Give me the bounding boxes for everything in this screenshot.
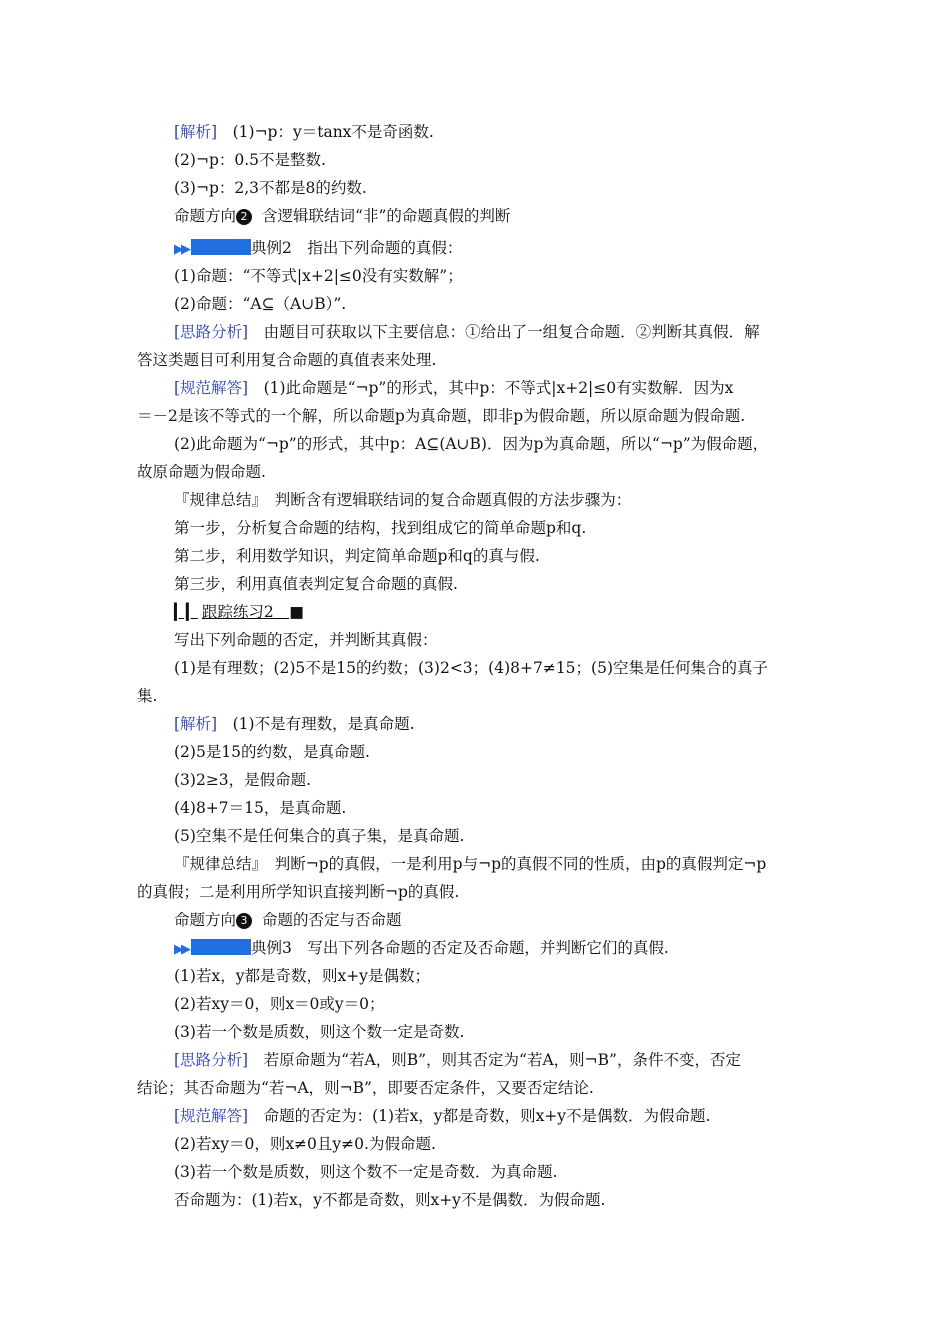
answer-tag: [规范解答] xyxy=(174,379,249,397)
paragraph-line: (4)8+7＝15，是真命题. xyxy=(174,799,347,817)
summary-line: 『规律总结』 判断¬p的真假，一是利用p与¬p的真假不同的性质，由p的真假判定¬p xyxy=(174,855,767,873)
double-arrow-icon: ▶▶ xyxy=(174,242,188,257)
section-heading: 命题方向 2 含逻辑联结词“非”的命题真假的判断 xyxy=(174,207,511,225)
paragraph-line: (3)若一个数是质数，则这个数一定是奇数. xyxy=(174,1023,465,1041)
paragraph-line: (2)若xy＝0，则x＝0或y＝0； xyxy=(174,995,385,1013)
solution-tag: [解析] xyxy=(174,123,218,141)
example-heading: ▶▶ 典例3 写出下列各命题的否定及否命题，并判断它们的真假. xyxy=(174,939,669,957)
paragraph-line: (2)¬p：0.5不是整数. xyxy=(174,151,326,169)
analysis-tag: [思路分析] xyxy=(174,1051,249,1069)
answer-tag: [规范解答] xyxy=(174,1107,249,1125)
number-circle-icon: 3 xyxy=(236,913,252,929)
paragraph-line: (3)2≥3，是假命题. xyxy=(174,771,312,789)
paragraph-line: (2)命题：“A⊆（A∪B）”. xyxy=(174,295,347,313)
paragraph-line: [思路分析] 若原命题为“若A，则B”，则其否定为“若A，则¬B”，条件不变，否定 xyxy=(174,1051,741,1069)
paragraph-line: 的真假；二是利用所学知识直接判断¬p的真假. xyxy=(137,883,460,901)
paragraph-line: (2)若xy＝0，则x≠0且y≠0.为假命题. xyxy=(174,1135,436,1153)
paragraph-line: 第三步，利用真值表判定复合命题的真假. xyxy=(174,575,458,593)
example-heading: ▶▶ 典例2 指出下列命题的真假： xyxy=(174,239,463,257)
paragraph-line: 写出下列命题的否定，并判断其真假： xyxy=(174,631,438,649)
paragraph-line: (2)5是15的约数，是真命题. xyxy=(174,743,370,761)
paragraph-line: (2)此命题为“¬p”的形式，其中p：A⊆(A∪B)．因为p为真命题，所以“¬p”为假命题， xyxy=(174,435,769,453)
analysis-tag: [思路分析] xyxy=(174,323,249,341)
paragraph-line: [解析] (1)¬p：y＝tanx不是奇函数. xyxy=(174,123,434,141)
practice-heading: ▎▎ 跟踪练习2 ■ xyxy=(174,603,304,621)
paragraph-line: ＝－2是该不等式的一个解，所以命题p为真命题，即非p为假命题，所以原命题为假命题. xyxy=(137,407,746,425)
double-arrow-icon: ▶▶ xyxy=(174,942,188,957)
example-badge xyxy=(191,939,251,955)
paragraph-line: (5)空集不是任何集合的真子集，是真命题. xyxy=(174,827,465,845)
paragraph-line: 故原命题为假命题. xyxy=(137,463,266,481)
paragraph-line: [规范解答] 命题的否定为：(1)若x，y都是奇数，则x+y不是偶数．为假命题. xyxy=(174,1107,711,1125)
example-badge xyxy=(191,239,251,255)
number-circle-icon: 2 xyxy=(236,209,252,225)
paragraph-line: (1)命题：“不等式|x+2|≤0没有实数解”； xyxy=(174,267,463,285)
paragraph-line: 否命题为：(1)若x，y不都是奇数，则x+y不是偶数．为假命题. xyxy=(174,1191,606,1209)
summary-line: 『规律总结』 判断含有逻辑联结词的复合命题真假的方法步骤为： xyxy=(174,491,632,509)
section-heading: 命题方向 3 命题的否定与否命题 xyxy=(174,911,402,929)
paragraph-line: (3)¬p：2,3不都是8的约数. xyxy=(174,179,367,197)
solution-tag: [解析] xyxy=(174,715,218,733)
paragraph-line: 答这类题目可利用复合命题的真值表来处理. xyxy=(137,351,437,369)
paragraph-line: (3)若一个数是质数，则这个数不一定是奇数．为真命题. xyxy=(174,1163,558,1181)
practice-bars-icon: ▎▎ xyxy=(174,603,198,621)
paragraph-line: 集. xyxy=(137,687,158,705)
paragraph-line: (1)若x，y都是奇数，则x+y是偶数； xyxy=(174,967,430,985)
end-square-icon: ■ xyxy=(289,603,304,621)
paragraph-line: 第一步，分析复合命题的结构，找到组成它的简单命题p和q. xyxy=(174,519,587,537)
paragraph-line: 结论；其否命题为“若¬A，则¬B”，即要否定条件，又要否定结论. xyxy=(137,1079,594,1097)
paragraph-line: 第二步，利用数学知识，判定简单命题p和q的真与假. xyxy=(174,547,540,565)
paragraph-line: (1)是有理数；(2)5不是15的约数；(3)2<3；(4)8+7≠15；(5)空集是任何集合的真子 xyxy=(174,659,768,677)
paragraph-line: [思路分析] 由题目可获取以下主要信息：①给出了一组复合命题．②判断其真假．解 xyxy=(174,323,760,341)
paragraph-line: [规范解答] (1)此命题是“¬p”的形式，其中p：不等式|x+2|≤0有实数解．因为x xyxy=(174,379,734,397)
paragraph-line: [解析] (1)不是有理数，是真命题. xyxy=(174,715,415,733)
